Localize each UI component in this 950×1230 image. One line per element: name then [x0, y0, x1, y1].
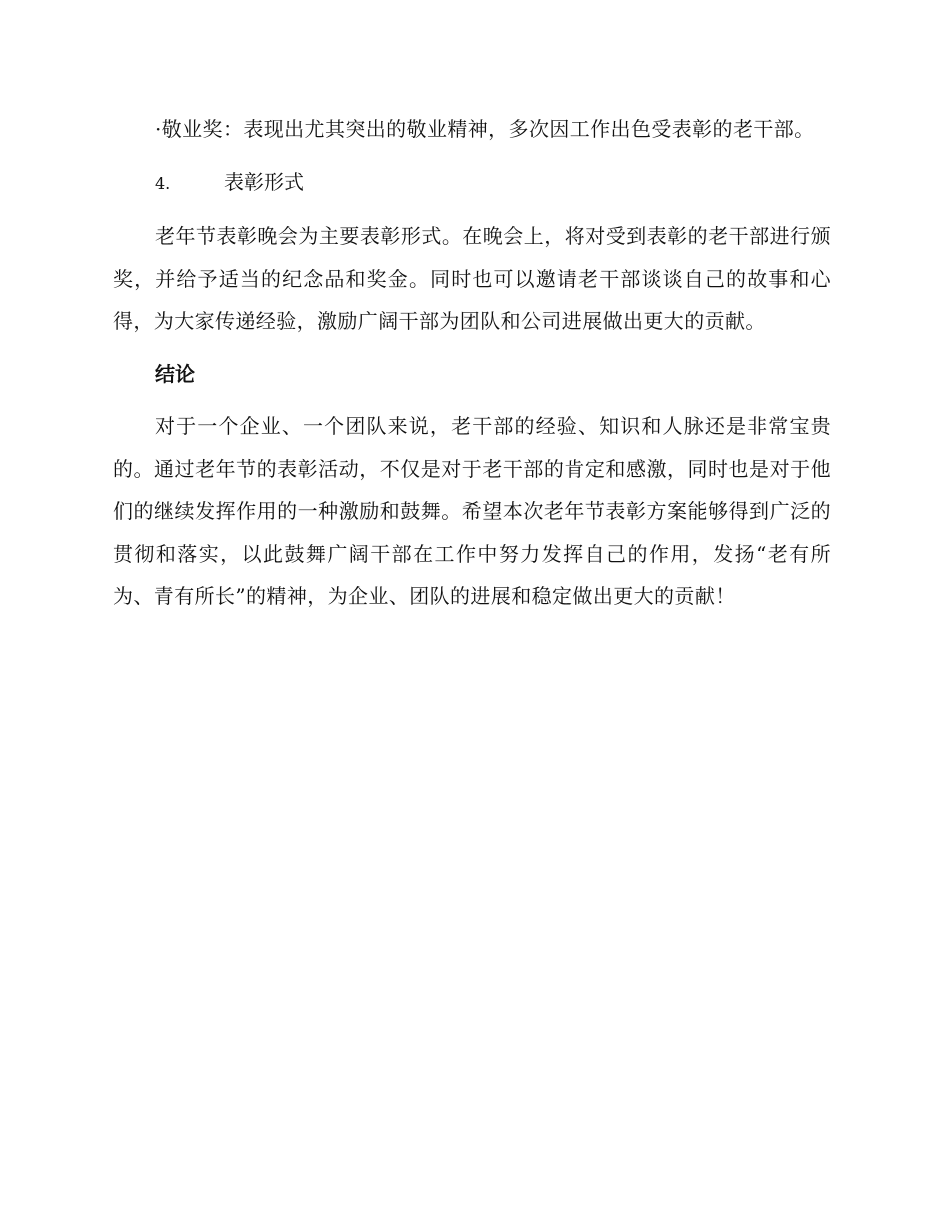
- conclusion-paragraph: 对于一个企业、一个团队来说，老干部的经验、知识和人脉还是非常宝贵的。通过老年节的表彰活动，不仅是对于老干部的肯定和感激，同时也是对于他们的继续发挥作用的一种激励和鼓舞。希望本次老年节表彰方案能够得到广泛的贯彻和落实，以此鼓舞广阔干部在工作中努力发挥自己的作用，发扬“老有所为、青有所长”的精神，为企业、团队的进展和稳定做出更大的贡献！: [113, 414, 831, 608]
- award-item-dedication: ·敬业奖：表现出尤其突出的敬业精神，多次因工作出色受表彰的老干部。: [155, 117, 815, 141]
- conclusion-heading: 结论: [155, 361, 195, 386]
- award-format-paragraph: 老年节表彰晚会为主要表彰形式。在晚会上，将对受到表彰的老干部进行颁奖，并给予适当的纪念品和奖金。同时也可以邀请老干部谈谈自己的故事和心得，为大家传递经验，激励广阔干部为团队和公司进展做出更大的贡献。: [113, 224, 831, 333]
- section-title: 表彰形式: [224, 169, 304, 194]
- document-page: [113, 108, 831, 618]
- section-number: 4.: [155, 173, 171, 193]
- section-heading-award-format: [113, 161, 831, 206]
